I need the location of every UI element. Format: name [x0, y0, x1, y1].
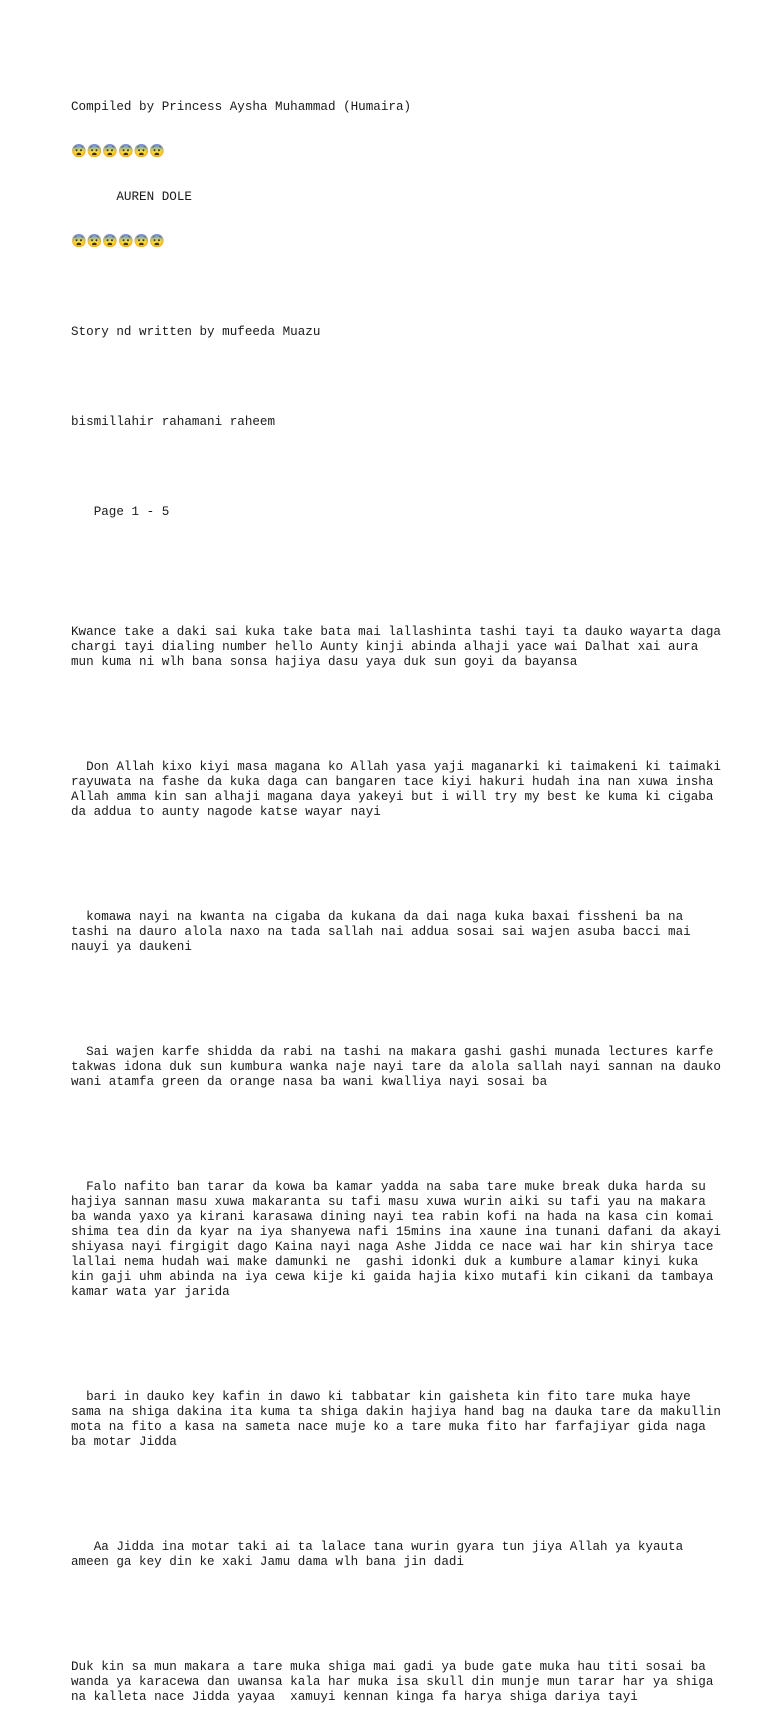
- paragraph-7: Aa Jidda ina motar taki ai ta lalace tana wurin gyara tun jiya Allah ya kyauta ameen ga key din ke xaki Jamu dama wlh bana jin dadi: [71, 1540, 691, 1569]
- story-title: AUREN DOLE: [71, 190, 192, 204]
- compiled-by-line: Compiled by Princess Aysha Muhammad (Humaira): [71, 100, 412, 114]
- document-page: [71, 70, 729, 1720]
- paragraph-6: bari in dauko key kafin in dawo ki tabbatar kin gaisheta kin fito tare muka haye sama na shiga dakina ita kuma ta shiga dakin hajiya hand bag na dauka tare da makullin mota na fito a kasa na sameta nace muje ko a tare muka fito har farfajiyar gida naga ba motar Jidda: [71, 1390, 729, 1449]
- paragraph-2: Don Allah kixo kiyi masa magana ko Allah yasa yaji maganarki ki taimakeni ki taimaki rayuwata na fashe da kuka daga can bangaren tace kiyi hakuri hudah ina nan xuwa insha Allah amma kin san alhaji magana daya yakeyi but i will try my best ke kuma ki cigaba da addua to aunty nagode katse wayar nayi: [71, 760, 729, 819]
- author-line: Story nd written by mufeeda Muazu: [71, 325, 321, 339]
- page-range: Page 1 - 5: [71, 505, 170, 519]
- paragraph-8: Duk kin sa mun makara a tare muka shiga mai gadi ya bude gate muka hau titi sosai ba wanda ya karacewa dan uwansa kala har muka isa skull din munje mun tarar har ya shiga na kalleta nace Jidda yayaa xamuyi kennan kinga fa harya shiga dariya tayi: [71, 1660, 721, 1704]
- paragraph-1: Kwance take a daki sai kuka take bata mai lallashinta tashi tayi ta dauko wayarta daga chargi tayi dialing number hello Aunty kinji abinda alhaji yace wai Dalhat xai aura mun kuma ni wlh bana sonsa hajiya dasu yaya duk sun goyi da bayansa: [71, 625, 729, 669]
- paragraph-3: komawa nayi na kwanta na cigaba da kukana da dai naga kuka baxai fissheni ba na tashi na dauro alola naxo na tada sallah nai addua sosai sai wajen asuba bacci mai nauyi ya daukeni: [71, 910, 699, 954]
- bismillah-line: bismillahir rahamani raheem: [71, 415, 276, 429]
- paragraph-5: Falo nafito ban tarar da kowa ba kamar yadda na saba tare muke break duka harda su hajiya sannan masu xuwa makaranta su tafi masu xuwa wurin aiki su tafi yau na makara ba wanda yaxo ya kirani karasawa dining nayi tea rabin kofi na hada na kasa cin komai shima tea din da kyar na iya shanyewa nafi 15mins ina xaune ina tunani dafani da akayi shiyasa nayi firgigit dago Kaina nayi naga Ashe Jidda ce nace wai har kin shirya tace lallai nema hudah wai make damunki ne gashi idonki duk a kumbure alamar kinyi kuka kin gaji uhm abinda na iya cewa kije ki gaida hajia kixo mutafi kin cikani da tambaya kamar wata yar jarida: [71, 1180, 729, 1299]
- emoji-row-bottom: 😨😨😨😨😨😨: [71, 235, 166, 249]
- paragraph-4: Sai wajen karfe shidda da rabi na tashi na makara gashi gashi munada lectures karfe takwas idona duk sun kumbura wanka naje nayi tare da alola sallah nayi sannan na dauko wani atamfa green da orange nasa ba wani kwalliya nayi sosai ba: [71, 1045, 729, 1089]
- emoji-row-top: 😨😨😨😨😨😨: [71, 145, 166, 159]
